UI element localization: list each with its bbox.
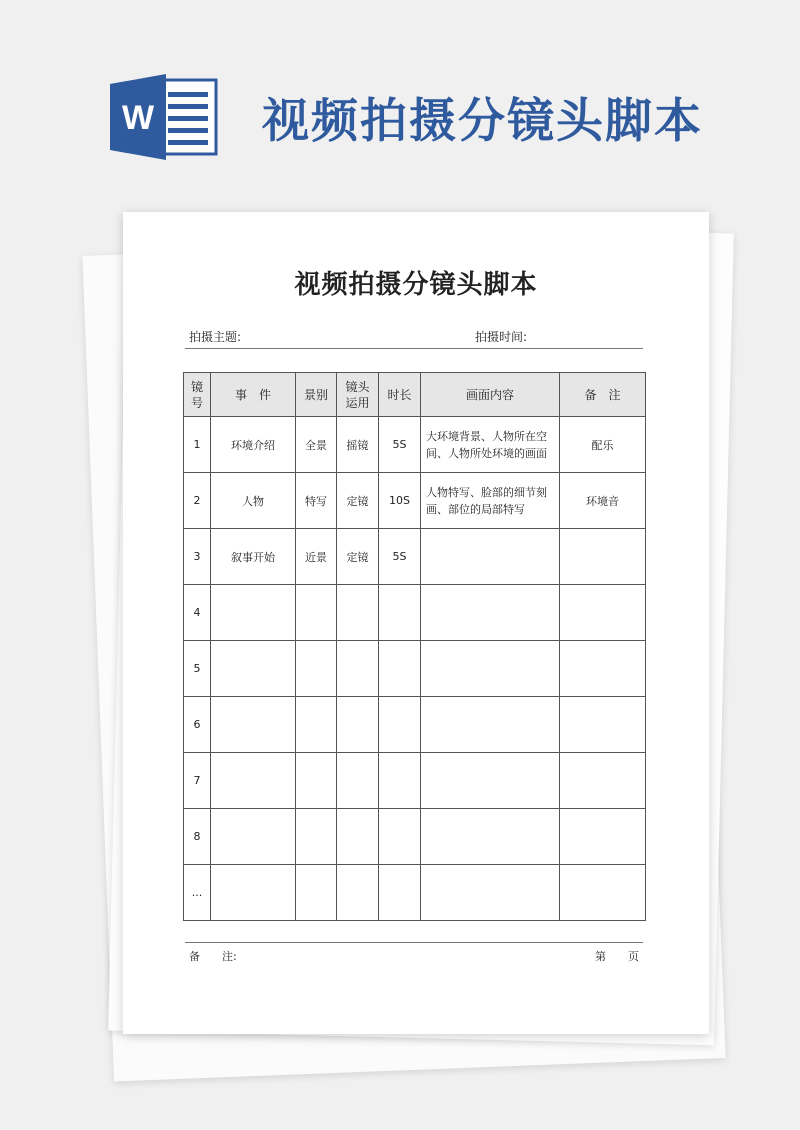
cell-content: 大环境背景、人物所在空间、人物所处环境的画面 xyxy=(421,417,560,473)
table-row xyxy=(184,809,646,865)
cell-content xyxy=(421,809,560,865)
cell-camera xyxy=(337,697,379,753)
cell-duration xyxy=(379,865,421,921)
cell-camera xyxy=(337,585,379,641)
cell-no: 2 xyxy=(184,473,211,529)
cell-duration xyxy=(379,585,421,641)
cell-no: 5 xyxy=(184,641,211,697)
banner xyxy=(0,0,800,200)
cell-remark xyxy=(560,585,646,641)
cell-remark xyxy=(560,529,646,585)
cell-remark xyxy=(560,809,646,865)
footer-remark-label: 备 注: xyxy=(189,950,237,963)
shot-table xyxy=(183,372,646,921)
cell-remark: 环境音 xyxy=(560,473,646,529)
cell-event xyxy=(211,809,296,865)
cell-no: 6 xyxy=(184,697,211,753)
cell-event: 人物 xyxy=(211,473,296,529)
cell-duration: 5S xyxy=(379,417,421,473)
word-logo-letter: W xyxy=(121,99,155,137)
cell-event: 叙事开始 xyxy=(211,529,296,585)
cell-event: 环境介绍 xyxy=(211,417,296,473)
cell-duration xyxy=(379,753,421,809)
cell-camera xyxy=(337,753,379,809)
cell-scene xyxy=(296,753,337,809)
cell-no: 1 xyxy=(184,417,211,473)
header-duration: 时长 xyxy=(379,373,421,417)
footer-page-label: 第 页 xyxy=(595,950,639,963)
cell-scene xyxy=(296,865,337,921)
header-content: 画面内容 xyxy=(421,373,560,417)
cell-remark xyxy=(560,697,646,753)
cell-scene: 全景 xyxy=(296,417,337,473)
cell-event xyxy=(211,753,296,809)
cell-event xyxy=(211,641,296,697)
meta-row xyxy=(185,328,643,349)
cell-event xyxy=(211,865,296,921)
document-title: 视频拍摄分镜头脚本 xyxy=(294,270,538,300)
cell-content xyxy=(421,697,560,753)
cell-scene xyxy=(296,697,337,753)
header-remark: 备 注 xyxy=(560,373,646,417)
cell-scene: 近景 xyxy=(296,529,337,585)
footer-row xyxy=(185,942,643,963)
cell-remark xyxy=(560,641,646,697)
cell-no: 3 xyxy=(184,529,211,585)
cell-camera: 摇镜 xyxy=(337,417,379,473)
table-header-row xyxy=(184,373,646,417)
table-row xyxy=(184,529,646,585)
cell-duration xyxy=(379,641,421,697)
cell-no: 8 xyxy=(184,809,211,865)
cell-event xyxy=(211,585,296,641)
cell-camera: 定镜 xyxy=(337,529,379,585)
time-label: 拍摄时间: xyxy=(475,330,528,344)
cell-camera: 定镜 xyxy=(337,473,379,529)
cell-camera xyxy=(337,641,379,697)
cell-scene xyxy=(296,809,337,865)
table-row xyxy=(184,865,646,921)
cell-duration xyxy=(379,697,421,753)
cell-no: 7 xyxy=(184,753,211,809)
cell-scene: 特写 xyxy=(296,473,337,529)
cell-scene xyxy=(296,585,337,641)
header-scene: 景别 xyxy=(296,373,337,417)
cell-duration xyxy=(379,809,421,865)
cell-content xyxy=(421,529,560,585)
cell-camera xyxy=(337,865,379,921)
cell-camera xyxy=(337,809,379,865)
cell-event xyxy=(211,697,296,753)
table-row xyxy=(184,417,646,473)
cell-content: 人物特写、脸部的细节刻画、部位的局部特写 xyxy=(421,473,560,529)
table-row xyxy=(184,753,646,809)
banner-title: 视频拍摄分镜头脚本 xyxy=(262,94,703,149)
cell-duration: 10S xyxy=(379,473,421,529)
cell-no: ... xyxy=(184,865,211,921)
cell-content xyxy=(421,641,560,697)
cell-remark xyxy=(560,865,646,921)
cell-content xyxy=(421,753,560,809)
table-row xyxy=(184,473,646,529)
cell-no: 4 xyxy=(184,585,211,641)
header-shot-no: 镜 号 xyxy=(184,373,211,417)
header-camera: 镜头 运用 xyxy=(337,373,379,417)
document-page xyxy=(123,212,709,1034)
word-icon xyxy=(110,74,218,160)
cell-remark: 配乐 xyxy=(560,417,646,473)
cell-content xyxy=(421,585,560,641)
subject-label: 拍摄主题: xyxy=(189,330,242,344)
cell-scene xyxy=(296,641,337,697)
cell-content xyxy=(421,865,560,921)
cell-remark xyxy=(560,753,646,809)
table-row xyxy=(184,585,646,641)
table-row xyxy=(184,697,646,753)
table-row xyxy=(184,641,646,697)
cell-duration: 5S xyxy=(379,529,421,585)
header-event: 事 件 xyxy=(211,373,296,417)
